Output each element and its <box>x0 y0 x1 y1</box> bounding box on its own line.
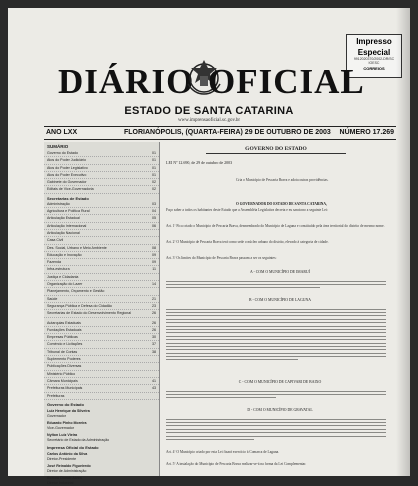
issue-year: ANO LXX <box>46 129 78 136</box>
title-diario: DIÁRIO <box>58 62 195 101</box>
secretaria-label: Fazenda <box>47 260 61 265</box>
secretaria-label: Saúde <box>47 296 58 301</box>
toc-page: 02 <box>152 180 156 185</box>
secretaria-page: 09 <box>152 252 156 257</box>
section-b: B - COM O MUNICÍPIO DE LAGUNA <box>248 298 311 302</box>
toc-list <box>44 150 159 194</box>
secretaria-label: Agricultura e Política Rural <box>47 209 90 214</box>
secretaria-row <box>44 281 159 288</box>
outros-page <box>146 363 156 369</box>
secretaria-label: Organização do Lazer <box>47 282 83 287</box>
secretaria-row <box>44 208 159 215</box>
toc-page: 01 <box>152 151 156 155</box>
secretaria-page: 06 <box>152 223 156 228</box>
outros-page <box>146 393 156 399</box>
lei-intro: Cria o Município de Pescaria Brava e adota outras providências. <box>236 178 329 182</box>
toc-row <box>44 172 159 179</box>
toc-label: Atos do Poder Executivo <box>47 172 87 177</box>
governo-heading: Governo do Estado <box>47 401 84 407</box>
official-name: Carlos Antônio da Silva <box>47 451 88 456</box>
outros-row <box>44 356 159 363</box>
outros-label: Prefeituras <box>47 393 65 398</box>
newspaper-page <box>8 8 410 485</box>
secretaria-page <box>146 230 156 236</box>
outros-page: 30 <box>152 335 156 340</box>
section-d: D - COM O MUNICÍPIO DE GRAVATAL <box>247 408 313 412</box>
official-role: Diretor Industrial <box>47 480 74 485</box>
toc-page: 01 <box>152 172 156 177</box>
secretaria-label: Casa Civil <box>47 238 64 243</box>
sumario-heading: SUMÁRIO <box>47 144 69 149</box>
secretaria-page: 26 <box>152 311 156 316</box>
outros-page: 37 <box>152 342 156 347</box>
outros-row <box>44 341 159 348</box>
outros-page: 38 <box>152 349 156 354</box>
scan-shadow <box>396 8 410 476</box>
secretaria-page <box>146 237 156 243</box>
secretaria-label: Administração <box>47 201 70 206</box>
secretaria-row <box>44 201 159 208</box>
secretaria-row <box>44 215 159 222</box>
secretaria-row <box>44 303 159 310</box>
masthead <box>8 8 410 126</box>
issue-number: NÚMERO 17.269 <box>339 129 394 136</box>
imprensa-list <box>44 452 159 486</box>
official-role: Secretário de Estado da Administração <box>47 437 110 442</box>
secretaria-row <box>44 230 159 237</box>
outros-row <box>44 393 159 400</box>
official-name: Luiz Henrique da Silveira <box>47 408 90 413</box>
outros-row <box>44 385 159 392</box>
text-block-d <box>166 416 386 442</box>
art4-text: Art. 4º O Município criado por esta Lei fixará exercício à Comarca de Laguna. <box>166 450 280 454</box>
outros-row <box>44 327 159 334</box>
secretaria-row <box>44 310 159 317</box>
secretarias-list <box>44 201 159 318</box>
outros-label: Empresas Públicas <box>47 335 78 340</box>
secretaria-row <box>44 259 159 266</box>
secretaria-page: 14 <box>152 282 156 287</box>
secretaria-row <box>44 296 159 303</box>
toc-page: 02 <box>152 187 156 192</box>
sidebar-index <box>44 142 160 485</box>
secretaria-label: Justiça e Cidadania <box>47 274 79 279</box>
official-role: Diretor de Administração <box>47 468 87 473</box>
secretaria-label: Segurança Pública e Defesa do Cidadão <box>47 303 112 308</box>
outros-row <box>44 363 159 370</box>
outros-row <box>44 320 159 327</box>
secretaria-row <box>44 237 159 244</box>
secretaria-row <box>44 245 159 252</box>
outros-row <box>44 371 159 378</box>
toc-row <box>44 150 159 157</box>
official-name: Nylton Luiz Vieira <box>47 432 78 437</box>
governor-heading: O GOVERNADOR DO ESTADO DE SANTA CATARINA, <box>236 202 327 206</box>
official-role: Vice-Governador <box>47 425 75 430</box>
secretaria-label: Des. Social, Urbano e Meio Ambiente <box>47 245 107 250</box>
secretaria-page: 04 <box>152 209 156 214</box>
outros-label: Comércio e Licitações <box>47 342 83 347</box>
outros-page: 26 <box>152 320 156 325</box>
toc-page: 01 <box>152 158 156 163</box>
toc-label: Atos do Poder Legislativo <box>47 165 88 170</box>
governor-text: Faço saber a todos os habitantes deste Estado que a Assembléia Legislativa decreta e eu sanciono a seguinte Lei: <box>166 208 328 212</box>
stamp-line3: 9912020370/2002-DR/SC <box>353 57 395 61</box>
official-role: Governador <box>47 413 66 418</box>
toc-row <box>44 179 159 186</box>
toc-row <box>44 186 159 193</box>
stamp-line5: CORREIOS <box>363 66 385 71</box>
art2-text: Art. 2º O Município de Pescaria Brava terá como sede o núcleo urbano do distrito, elevado à categoria de cidade. <box>166 240 329 244</box>
outros-page: 43 <box>152 386 156 391</box>
issue-infobar <box>44 126 396 140</box>
governo-title: GOVERNO DO ESTADO <box>206 146 346 154</box>
outros-page <box>146 371 156 377</box>
outros-page: 26 <box>152 327 156 332</box>
state-subtitle: ESTADO DE SANTA CATARINA <box>124 105 294 117</box>
outros-label: Tribunal de Contas <box>47 349 78 354</box>
toc-row <box>44 165 159 172</box>
toc-label: Governo do Estado <box>47 151 78 155</box>
stamp-line2: Especial <box>357 48 391 57</box>
text-block-a <box>166 278 386 291</box>
secretaria-label: Educação e Inovação <box>47 252 82 257</box>
secretaria-row <box>44 266 159 273</box>
secretaria-row <box>44 252 159 259</box>
main-content <box>166 142 394 476</box>
secretaria-page <box>146 288 156 294</box>
secretaria-label: Secretarias de Estado do Desenvolvimento Regional <box>47 311 132 316</box>
secretaria-label: Articulação Internacional <box>47 223 87 228</box>
text-block-c <box>166 388 386 401</box>
toc-label: Atos do Poder Judiciário <box>47 158 86 163</box>
secretaria-page: 08 <box>152 245 156 250</box>
secretaria-row <box>44 223 159 230</box>
official-role: Diretor-Presidente <box>47 456 77 461</box>
secretaria-page: 09 <box>152 260 156 265</box>
outros-page <box>146 356 156 362</box>
title-oficial: OFICIAL <box>208 62 365 101</box>
outros-label: Fundações Estaduais <box>47 327 82 332</box>
secretaria-label: Articulação Estadual <box>47 216 80 221</box>
art1-text: Art. 1º Fica criado o Município de Pescaria Brava, desmembrado do Município de Laguna e constituído pela área territorial do distrito de mesmo nome. <box>166 224 385 228</box>
outros-row <box>44 334 159 341</box>
lei-heading: LEI Nº 12.690, de 29 de outubro de 2003 <box>166 160 233 165</box>
outros-label: Autarquias Estaduais <box>47 320 81 325</box>
art5-text: Art. 5º A instalação do Município de Pescaria Brava realizar-se-á na forma da Lei Complementar. <box>166 462 307 466</box>
text-block-b <box>166 306 386 363</box>
toc-row <box>44 157 159 164</box>
stamp-line4: IOESC <box>368 61 380 65</box>
outros-row <box>44 349 159 356</box>
section-c: C - COM O MUNICÍPIO DE CAPIVARI DE BAIXO <box>238 380 322 384</box>
secretaria-page: 11 <box>152 267 156 272</box>
secretaria-page: 21 <box>152 296 156 301</box>
toc-label: Editais de Vice-Governadoria <box>47 187 94 192</box>
officials-list <box>44 409 159 443</box>
secretaria-page: 23 <box>152 303 156 308</box>
outros-label: Publicações Diversas <box>47 364 82 369</box>
official-name: Eduardo Pinho Moreira <box>47 420 87 425</box>
issue-date: FLORIANÓPOLIS, (QUARTA-FEIRA) 29 DE OUTUBRO DE 2003 <box>124 129 331 136</box>
outros-list <box>44 320 159 400</box>
outros-label: Prefeituras Municipais <box>47 386 83 391</box>
secretaria-row <box>44 274 159 281</box>
imprensa-heading: Imprensa Oficial do Estado <box>47 444 99 450</box>
outros-label: Câmara Municipais <box>47 378 78 383</box>
secretaria-label: Articulação Nacional <box>47 230 80 235</box>
section-a: A - COM O MUNICÍPIO DE IMARUÍ <box>250 270 310 274</box>
outros-page: 41 <box>152 378 156 383</box>
secretarias-heading: Secretarias de Estado <box>47 195 89 201</box>
secretaria-page: 05 <box>152 216 156 221</box>
outros-label: Ministério Público <box>47 371 76 376</box>
secretaria-page <box>146 274 156 280</box>
secretaria-row <box>44 288 159 295</box>
secretaria-label: Planejamento, Orçamento e Gestão <box>47 289 105 294</box>
toc-label: Gabinete do Governador <box>47 180 87 185</box>
secretaria-label: Infra-estrutura <box>47 267 70 272</box>
secretaria-page: 03 <box>152 201 156 206</box>
outros-label: Suplemento Poderes <box>47 357 81 362</box>
site-url: www.imprensaoficial.sc.gov.br <box>177 118 241 123</box>
toc-page: 01 <box>152 165 156 170</box>
stamp-line1: Impresso <box>356 37 392 46</box>
art3-text: Art. 3º Os limites do Município de Pescaria Brava passam a ser os seguintes: <box>166 256 277 260</box>
official-name: José Reinaldo Figueiredo <box>47 463 91 468</box>
official-name: Romeu Donati Alves <box>47 475 82 480</box>
outros-row <box>44 378 159 385</box>
